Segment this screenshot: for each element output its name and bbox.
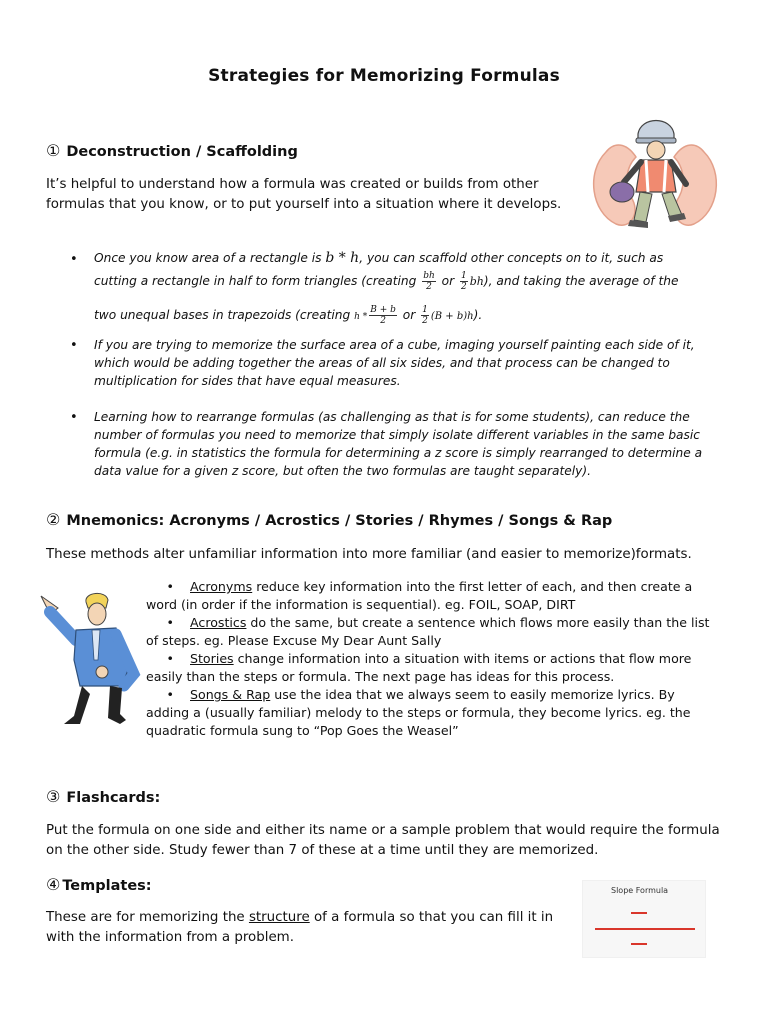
bullet-2: If you are trying to memorize the surface area of a cube, imaging yourself painting each side of it, which would be adding together the areas of all six sides, and that process can be changed to multiplication for sides that have equal measures. [94, 338, 695, 388]
math-expression: (B + b)h [430, 311, 474, 322]
section-1-heading [46, 141, 298, 160]
construction-worker-clipart [586, 112, 724, 234]
math-expression: bh [469, 275, 484, 288]
page-title: Strategies for Memorizing Formulas [208, 66, 560, 86]
bullet-text: cutting a rectangle in half to form triangles (creating [94, 274, 417, 288]
item-text: do the same, but create a sentence which flows more easily than the list of steps. eg. Please Excuse My Dear Aunt Sally [146, 615, 710, 648]
section-number: ② [46, 510, 61, 529]
template-lines [583, 881, 705, 957]
fraction-bh-over-2: $\frac{bh}{2}$ [423, 271, 435, 292]
pointing-man-clipart [36, 590, 142, 730]
slope-formula-template [582, 880, 706, 958]
section-2-heading [46, 510, 612, 529]
list-item: • Songs & Rap use the idea that we always seem to easily memorize lyrics. By adding a (usually familiar) melody to the steps or formula, they become lyrics. eg. the quadratic formula sung to “Pop Goes the Weasel” [146, 687, 691, 738]
term-acronyms: Acronyms [190, 579, 253, 594]
mnemonics-list [146, 578, 718, 740]
heading-text: Flashcards: [66, 790, 161, 806]
fraction-one-half: $\frac{1}{2}$ [422, 305, 428, 326]
term-songs-rap: Songs & Rap [190, 687, 271, 702]
section-4-heading [46, 875, 152, 894]
section-1-intro: It’s helpful to understand how a formula was created or builds from other formulas that you know, or to put yourself into a situation where it develops. [46, 177, 562, 212]
fraction-one-half: $\frac{1}{2}$ [461, 271, 467, 292]
list-item: • Acrostics do the same, but create a sentence which flows more easily than the list of steps. eg. Please Excuse My Dear Aunt Sally [146, 615, 710, 648]
term-stories: Stories [190, 651, 234, 666]
section-4-text [46, 908, 566, 948]
bullet-1-line-1 [94, 249, 734, 267]
term-acrostics: Acrostics [190, 615, 247, 630]
text-part: of a formula so that you can fill it in with the information from a problem. [46, 910, 554, 945]
item-text: change information into a situation with items or actions that flow more easily than the steps or formula. The next page has ideas for this process. [146, 651, 692, 684]
list-item: • Stories change information into a situation with items or actions that flow more easily than the steps or formula. The next page has ideas for this process. [146, 651, 692, 684]
bullet-text: ), and taking the average of the [483, 274, 679, 288]
bullet-3: Learning how to rearrange formulas (as challenging as that is for some students), can reduce the number of formulas you need to memorize that simply isolate different variables in the same basic formula (e.g. in statistics the formula for determining a z score is simply rearranged to determine a data value for a given z score, but often the two formulas are taught separately). [94, 410, 703, 478]
structure-term: structure [248, 910, 310, 925]
section-number: ③ [46, 787, 61, 806]
bullet-text: two unequal bases in trapezoids (creating [94, 308, 351, 322]
bullet-text: , you can scaffold other concepts on to it, such as [359, 251, 664, 265]
section-3-text: Put the formula on one side and either its name or a sample problem that would require the formula on the other side. Study fewer than 7 of these at a time until they are memorized. [46, 823, 720, 858]
item-text: reduce key information into the first letter of each, and then create a word (in order if the information is sequential). eg. FOIL, SOAP, DIRT [146, 579, 693, 612]
math-expression: h * [354, 312, 368, 322]
or-text: or [402, 308, 416, 322]
list-item: • Acronyms reduce key information into the first letter of each, and then create a word (in order if the information is sequential). eg. FOIL, SOAP, DIRT [146, 579, 693, 612]
bullet-icon: • [70, 410, 78, 425]
section-number: ④ [46, 875, 61, 894]
bullet-icon: • [70, 252, 78, 267]
fraction-trapezoid: $\frac{B + b}{2}$ [370, 305, 396, 326]
bullet-text: Once you know area of a rectangle is [94, 251, 322, 265]
heading-text: Deconstruction / Scaffolding [66, 144, 298, 160]
section-2-intro: These methods alter unfamiliar information into more familiar (and easier to memorize)formats. [46, 547, 692, 562]
item-text: use the idea that we always seem to easily memorize lyrics. By adding a (usually familiar) melody to the steps or formula, they become lyrics. eg. the quadratic formula sung to “Pop Goes the Weasel” [146, 687, 691, 738]
bullet-1-line-3 [94, 305, 734, 326]
bullet-1-line-2 [94, 271, 734, 292]
heading-text: Mnemonics: Acronyms / Acrostics / Stories / Rhymes / Songs & Rap [66, 513, 613, 529]
math-expression: b * h [325, 250, 360, 266]
section-number: ① [46, 141, 61, 160]
bullet-icon: • [70, 338, 78, 353]
section-3-heading [46, 787, 160, 806]
or-text: or [441, 274, 455, 288]
text-part: These are for memorizing the [46, 910, 249, 925]
template-title: Slope Formula [611, 886, 669, 895]
heading-text: Templates: [62, 878, 152, 894]
bullet-text: ). [473, 308, 483, 322]
